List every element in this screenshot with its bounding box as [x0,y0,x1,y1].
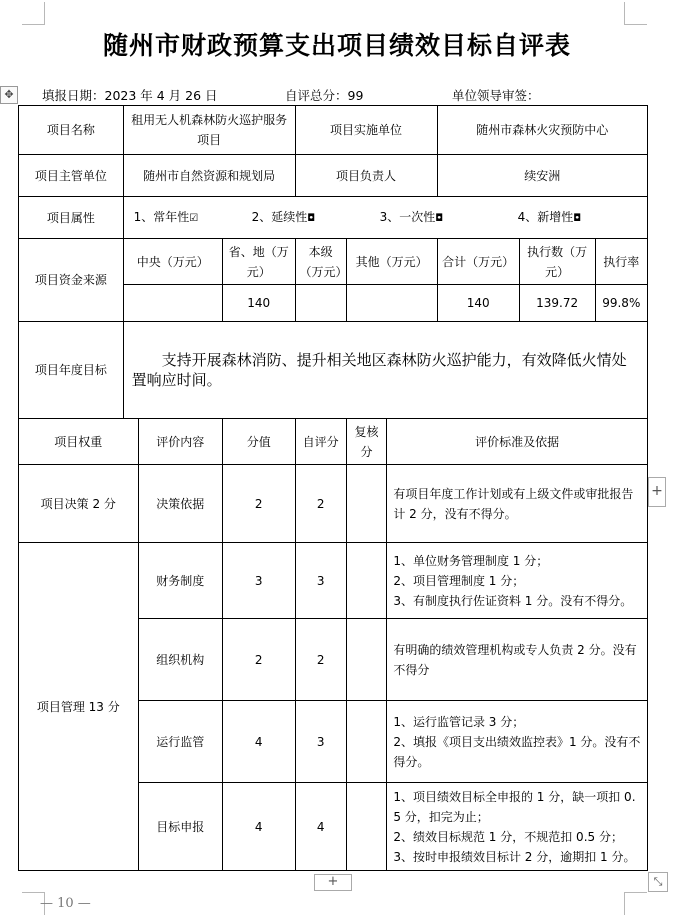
eval-self-score: 2 [295,465,346,543]
fund-value [295,285,346,322]
evaluation-table [18,105,648,871]
crop-mark-bottom-right [624,892,647,915]
eval-content: 组织机构 [138,619,222,701]
goal-label: 项目年度目标 [19,322,124,419]
eval-content: 运行监管 [138,701,222,783]
eval-review-score [346,783,387,871]
eval-score: 4 [222,783,295,871]
attr-option[interactable]: 4、新增性◘ [517,209,582,224]
eval-criteria: 有项目年度工作计划或有上级文件或审批报告计 2 分，没有不得分。 [387,465,648,543]
eval-self-score: 2 [295,619,346,701]
add-column-button[interactable]: + [648,477,666,507]
crop-mark-top-right [624,2,647,25]
fund-header: 中央（万元） [123,239,222,285]
table-move-handle[interactable] [0,86,18,104]
eval-content: 决策依据 [138,465,222,543]
project-name-label: 项目名称 [19,106,124,155]
eval-score: 4 [222,701,295,783]
eval-header: 项目权重 [19,419,139,465]
mgmt-unit-label: 项目主管单位 [19,155,124,197]
fund-value [346,285,437,322]
fund-value: 140 [437,285,519,322]
leader-label: 项目负责人 [295,155,437,197]
eval-criteria: 有明确的绩效管理机构或专人负责 2 分。没有不得分 [387,619,648,701]
attr-option[interactable]: 1、常年性☑ [133,209,199,224]
eval-criteria: 1、运行监管记录 3 分； 2、填报《项目支出绩效监控表》1 分。没有不得分。 [387,701,648,783]
weight-management: 项目管理 13 分 [19,543,139,871]
eval-header: 评价标准及依据 [387,419,648,465]
page-number: — 10 — [40,896,91,911]
fund-header: 本级（万元） [295,239,346,285]
fund-header: 执行率 [595,239,647,285]
fund-value: 140 [222,285,295,322]
eval-score: 2 [222,465,295,543]
mgmt-unit-value: 随州市自然资源和规划局 [123,155,295,197]
attr-options [123,197,647,239]
fund-label: 项目资金来源 [19,239,124,322]
weight-decision: 项目决策 2 分 [19,465,139,543]
document-title: 随州市财政预算支出项目绩效目标自评表 [102,31,571,60]
fund-header: 其他（万元） [346,239,437,285]
eval-review-score [346,543,387,619]
self-score-total: 自评总分：99 [285,88,364,103]
eval-review-score [346,701,387,783]
eval-review-score [346,465,387,543]
eval-content: 财务制度 [138,543,222,619]
checked-box-icon: ☑ [189,212,199,224]
attr-option[interactable]: 3、一次性◘ [379,209,444,224]
leader-sign: 单位领导审签： [452,88,540,103]
eval-score: 3 [222,543,295,619]
radio-icon: ◘ [573,212,582,224]
eval-content: 目标申报 [138,783,222,871]
eval-header: 自评分 [295,419,346,465]
radio-icon: ◘ [435,212,444,224]
attr-option[interactable]: 2、延续性◘ [251,209,316,224]
fund-header: 合计（万元） [437,239,519,285]
fund-header: 省、地（万元） [222,239,295,285]
table-resize-handle[interactable] [648,872,668,892]
eval-review-score [346,619,387,701]
fill-date: 填报日期：2023 年 4 月 26 日 [42,88,218,103]
resize-icon: ⤡ [653,875,663,888]
add-row-button[interactable]: + [314,874,352,891]
eval-criteria: 1、单位财务管理制度 1 分； 2、项目管理制度 1 分； 3、有制度执行佐证资料 1 分。没有不得分。 [387,543,648,619]
goal-text: 支持开展森林消防、提升相关地区森林防火巡护能力，有效降低火情处置响应时间。 [123,322,647,419]
eval-header: 复核分 [346,419,387,465]
radio-icon: ◘ [307,212,316,224]
impl-unit-label: 项目实施单位 [295,106,437,155]
fund-value [123,285,222,322]
eval-self-score: 3 [295,543,346,619]
impl-unit-value: 随州市森林火灾预防中心 [437,106,647,155]
fund-header: 执行数（万元） [519,239,595,285]
leader-value: 续安洲 [437,155,647,197]
attr-label: 项目属性 [19,197,124,239]
eval-self-score: 3 [295,701,346,783]
fund-value: 139.72 [519,285,595,322]
eval-score: 2 [222,619,295,701]
move-icon: ✥ [4,88,14,101]
eval-header: 评价内容 [138,419,222,465]
project-name-value: 租用无人机森林防火巡护服务项目 [123,106,295,155]
eval-criteria: 1、项目绩效目标全申报的 1 分，缺一项扣 0.5 分，扣完为止； 2、绩效目标规范 1 分，不规范扣 0.5 分； 3、按时申报绩效目标计 2 分，逾期扣 1 分。 [387,783,648,871]
fund-value: 99.8% [595,285,647,322]
eval-header: 分值 [222,419,295,465]
crop-mark-top-left [22,2,45,25]
eval-self-score: 4 [295,783,346,871]
